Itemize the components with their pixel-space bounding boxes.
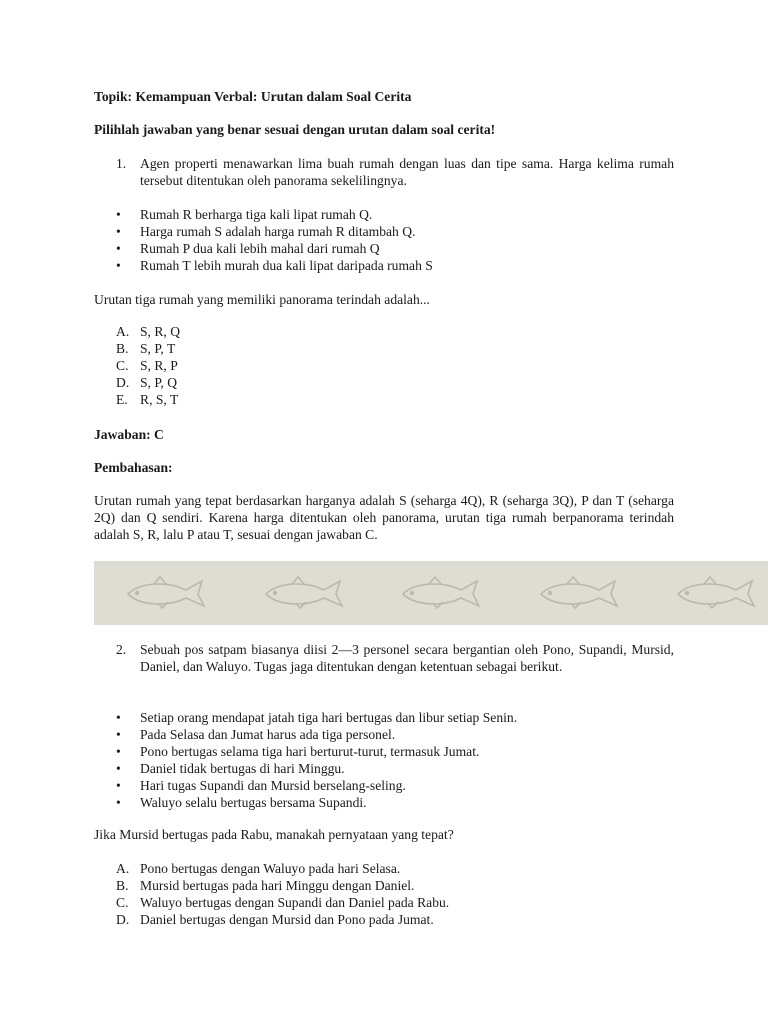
option-c: C. S, R, P (116, 358, 178, 373)
fish-icon (674, 574, 758, 612)
option-d: D. Daniel bertugas dengan Mursid dan Pono pada Jumat. (116, 912, 434, 927)
bullet-icon: • (116, 761, 121, 776)
decorative-band (94, 561, 768, 625)
list-item: • Setiap orang mendapat jatah tiga hari bertugas dan libur setiap Senin. (116, 710, 518, 725)
option-c: C. Waluyo bertugas dengan Supandi dan Daniel pada Rabu. (116, 895, 450, 910)
bullet-icon: • (116, 710, 121, 725)
fish-icon (124, 574, 208, 612)
bullet-icon: • (116, 795, 121, 810)
list-item: • Rumah P dua kali lebih mahal dari rumah Q (116, 241, 380, 256)
bullet-icon: • (116, 727, 121, 742)
bullet-icon: • (116, 207, 121, 222)
bullet-icon: • (116, 241, 121, 256)
option-a: A. Pono bertugas dengan Waluyo pada hari Selasa. (116, 861, 401, 876)
list-item: • Rumah T lebih murah dua kali lipat daripada rumah S (116, 258, 433, 273)
question-text: Sebuah pos satpam biasanya diisi 2—3 personel secara bergantian oleh Pono, Supandi, Mursid, Daniel, dan Waluyo. Tugas jaga ditentukan dengan ketentuan sebagai berikut. (140, 642, 674, 674)
fish-icon (399, 574, 483, 612)
question-prompt: Jika Mursid bertugas pada Rabu, manakah pernyataan yang tepat? (94, 827, 454, 842)
list-item: • Hari tugas Supandi dan Mursid berselang-seling. (116, 778, 406, 793)
condition-list (116, 206, 674, 274)
list-item: • Harga rumah S adalah harga rumah R ditambah Q. (116, 224, 416, 239)
option-a: A. S, R, Q (116, 324, 181, 339)
list-item: • Pada Selasa dan Jumat harus ada tiga personel. (116, 727, 396, 742)
fish-icon (537, 574, 621, 612)
option-d: D. S, P, Q (116, 375, 178, 390)
option-list (116, 860, 674, 928)
option-list (116, 323, 674, 408)
bullet-icon: • (116, 224, 121, 239)
question-text: Agen properti menawarkan lima buah rumah dengan luas dan tipe sama. Harga kelima rumah tersebut ditentukan oleh panorama sekelilingnya. (140, 156, 674, 188)
fish-icon (262, 574, 346, 612)
instruction: Pilihlah jawaban yang benar sesuai dengan urutan dalam soal cerita! (94, 122, 496, 137)
list-item: • Waluyo selalu bertugas bersama Supandi. (116, 795, 367, 810)
topic-title: Topik: Kemampuan Verbal: Urutan dalam Soal Cerita (94, 89, 412, 104)
question-number: 1. (116, 156, 127, 171)
bullet-icon: • (116, 744, 121, 759)
list-item: • Pono bertugas selama tiga hari berturut-turut, termasuk Jumat. (116, 744, 480, 759)
option-b: B. Mursid bertugas pada hari Minggu dengan Daniel. (116, 878, 415, 893)
option-e: E. R, S, T (116, 392, 179, 407)
discussion-text: Urutan rumah yang tepat berdasarkan harganya adalah S (seharga 4Q), R (seharga 3Q), P dan T (seharga 2Q) dan Q sendiri. Karena harga ditentukan oleh panorama, urutan tiga rumah berpanorama terindah adalah S, R, lalu P atau T, sesuai dengan jawaban C. (94, 493, 674, 542)
list-item: • Daniel tidak bertugas di hari Minggu. (116, 761, 345, 776)
bullet-icon: • (116, 778, 121, 793)
list-item: • Rumah R berharga tiga kali lipat rumah Q. (116, 207, 373, 222)
option-b: B. S, P, T (116, 341, 176, 356)
answer: Jawaban: C (94, 427, 164, 442)
condition-list (116, 709, 674, 811)
bullet-icon: • (116, 258, 121, 273)
question-prompt: Urutan tiga rumah yang memiliki panorama terindah adalah... (94, 292, 430, 307)
question-number: 2. (116, 642, 127, 657)
discussion-label: Pembahasan: (94, 460, 173, 475)
